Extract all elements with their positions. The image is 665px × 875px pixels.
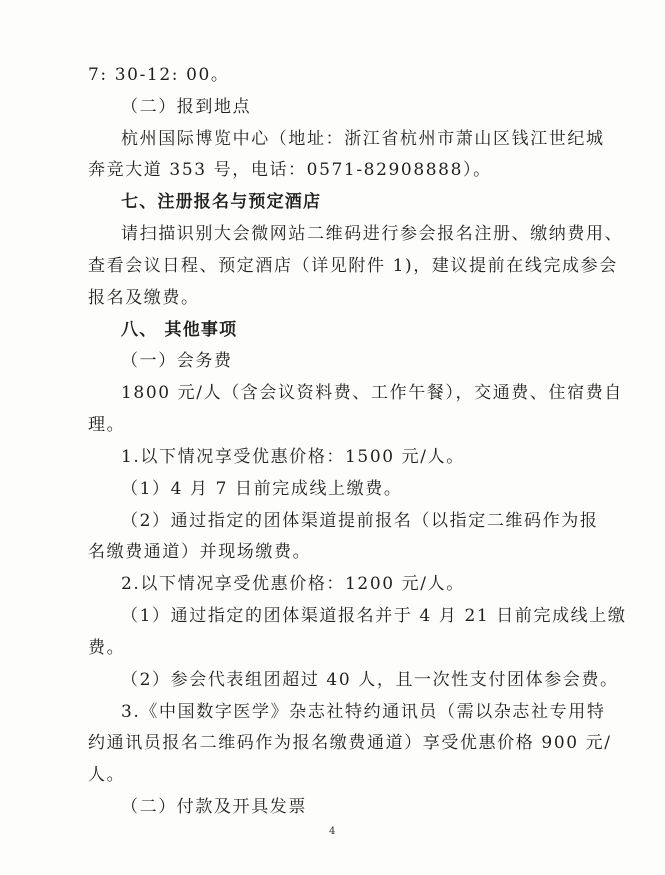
registration-time-continued: 7: 30-12: 00。 bbox=[88, 65, 230, 85]
section-heading-other-matters: 八、 其他事项 bbox=[121, 320, 238, 340]
fee-paragraph-line-1: 1800 元/人（含会议资料费、工作午餐），交通费、住宿费自 bbox=[121, 383, 623, 403]
registration-paragraph-line-1: 请扫描识别大会微网站二维码进行参会报名注册、缴纳费用、 bbox=[121, 224, 624, 244]
registration-paragraph-line-2: 查看会议日程、预定酒店（详见附件 1)，建议提前在线完成参会 bbox=[88, 256, 618, 276]
discount-1-condition-1: （1）4 月 7 日前完成线上缴费。 bbox=[121, 479, 403, 499]
subheading-registration-location: （二）报到地点 bbox=[121, 97, 252, 117]
subheading-conference-fee: （一）会务费 bbox=[121, 351, 233, 371]
registration-paragraph-line-3: 报名及缴费。 bbox=[88, 288, 200, 308]
discount-2-condition-1-line-2: 费。 bbox=[88, 638, 126, 658]
subheading-payment-invoice: （二）付款及开具发票 bbox=[121, 797, 307, 817]
discount-item-3-line-2: 约通讯员报名二维码作为报名缴费通道）享受优惠价格 900 元/ bbox=[88, 733, 612, 753]
discount-1-condition-2-line-1: （2）通过指定的团体渠道提前报名（以指定二维码作为报 bbox=[121, 511, 599, 531]
discount-item-3-line-1: 3.《中国数字医学》杂志社特约通讯员（需以杂志社专用特 bbox=[121, 702, 606, 722]
location-address-line-2: 奔竞大道 353 号，电话：0571-82908888）。 bbox=[88, 160, 492, 180]
discount-item-1: 1.以下情况享受优惠价格：1500 元/人。 bbox=[121, 447, 465, 467]
discount-1-condition-2-line-2: 名缴费通道）并现场缴费。 bbox=[88, 542, 312, 562]
page-number: 4 bbox=[329, 826, 336, 837]
fee-paragraph-line-2: 理。 bbox=[88, 415, 126, 435]
discount-2-condition-1-line-1: （1）通过指定的团体渠道报名并于 4 月 21 日前完成线上缴 bbox=[121, 606, 627, 626]
discount-item-2: 2.以下情况享受优惠价格：1200 元/人。 bbox=[121, 574, 465, 594]
discount-2-condition-2: （2）参会代表组团超过 40 人，且一次性支付团体参会费。 bbox=[121, 670, 619, 690]
section-heading-registration-hotel: 七、注册报名与预定酒店 bbox=[121, 192, 322, 212]
discount-item-3-line-3: 人。 bbox=[88, 765, 126, 785]
location-address-line-1: 杭州国际博览中心（地址：浙江省杭州市萧山区钱江世纪城 bbox=[121, 129, 605, 149]
